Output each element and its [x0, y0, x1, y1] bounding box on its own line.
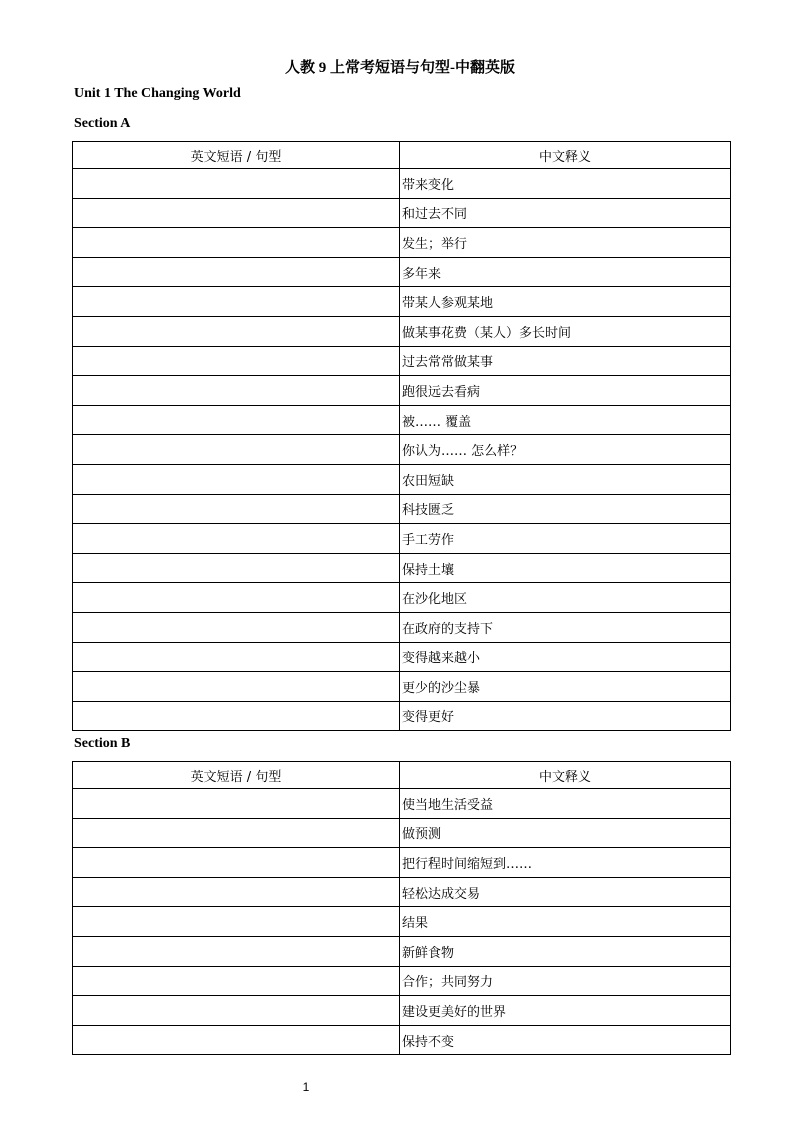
- header-english: 英文短语 / 句型: [73, 762, 400, 789]
- table-row: [73, 583, 731, 613]
- chinese-meaning-cell: 发生；举行: [400, 228, 731, 258]
- table-row: [73, 316, 731, 346]
- table-row: [73, 907, 731, 937]
- chinese-meaning-cell: 新鲜食物: [400, 936, 731, 966]
- table-row: [73, 198, 731, 228]
- english-answer-cell[interactable]: [73, 789, 400, 819]
- table-row: [73, 1025, 731, 1055]
- table-row: [73, 612, 731, 642]
- chinese-meaning-cell: 带来变化: [400, 169, 731, 199]
- chinese-meaning-cell: 农田短缺: [400, 464, 731, 494]
- english-answer-cell[interactable]: [73, 936, 400, 966]
- english-answer-cell[interactable]: [73, 1025, 400, 1055]
- chinese-meaning-cell: 过去常常做某事: [400, 346, 731, 376]
- english-answer-cell[interactable]: [73, 877, 400, 907]
- chinese-meaning-cell: 多年来: [400, 257, 731, 287]
- english-answer-cell[interactable]: [73, 346, 400, 376]
- english-answer-cell[interactable]: [73, 583, 400, 613]
- chinese-meaning-cell: 科技匮乏: [400, 494, 731, 524]
- chinese-meaning-cell: 变得越来越小: [400, 642, 731, 672]
- english-answer-cell[interactable]: [73, 287, 400, 317]
- english-answer-cell[interactable]: [73, 198, 400, 228]
- table-row: [73, 553, 731, 583]
- english-answer-cell[interactable]: [73, 642, 400, 672]
- chinese-meaning-cell: 带某人参观某地: [400, 287, 731, 317]
- chinese-meaning-cell: 变得更好: [400, 701, 731, 731]
- document-title: 人教 9 上常考短语与句型-中翻英版: [285, 60, 515, 76]
- chinese-meaning-cell: 做预测: [400, 818, 731, 848]
- table-header-row: [73, 762, 731, 789]
- section-a-label: Section A: [74, 116, 131, 131]
- chinese-meaning-cell: 更少的沙尘暴: [400, 672, 731, 702]
- chinese-meaning-cell: 被…… 覆盖: [400, 405, 731, 435]
- english-answer-cell[interactable]: [73, 966, 400, 996]
- table-row: [73, 435, 731, 465]
- english-answer-cell[interactable]: [73, 907, 400, 937]
- header-chinese: 中文释义: [400, 762, 731, 789]
- english-answer-cell[interactable]: [73, 228, 400, 258]
- table-row: [73, 228, 731, 258]
- chinese-meaning-cell: 在沙化地区: [400, 583, 731, 613]
- table-row: [73, 346, 731, 376]
- table-row: [73, 287, 731, 317]
- english-answer-cell[interactable]: [73, 996, 400, 1026]
- header-chinese: 中文释义: [400, 142, 731, 169]
- page-number: 1: [302, 1080, 310, 1094]
- table-row: [73, 464, 731, 494]
- table-row: [73, 701, 731, 731]
- section-a-table: [72, 141, 731, 731]
- english-answer-cell[interactable]: [73, 435, 400, 465]
- table-row: [73, 494, 731, 524]
- table-row: [73, 818, 731, 848]
- table-row: [73, 877, 731, 907]
- table-row: [73, 936, 731, 966]
- chinese-meaning-cell: 在政府的支持下: [400, 612, 731, 642]
- chinese-meaning-cell: 把行程时间缩短到……: [400, 848, 731, 878]
- chinese-meaning-cell: 做某事花费（某人）多长时间: [400, 316, 731, 346]
- english-answer-cell[interactable]: [73, 524, 400, 554]
- english-answer-cell[interactable]: [73, 672, 400, 702]
- table-header-row: [73, 142, 731, 169]
- table-row: [73, 672, 731, 702]
- table-row: [73, 405, 731, 435]
- chinese-meaning-cell: 合作；共同努力: [400, 966, 731, 996]
- english-answer-cell[interactable]: [73, 316, 400, 346]
- table-row: [73, 996, 731, 1026]
- table-row: [73, 848, 731, 878]
- table-row: [73, 642, 731, 672]
- section-b-label: Section B: [74, 736, 131, 751]
- table-row: [73, 966, 731, 996]
- section-b-table: [72, 761, 731, 1055]
- chinese-meaning-cell: 保持土壤: [400, 553, 731, 583]
- chinese-meaning-cell: 保持不变: [400, 1025, 731, 1055]
- chinese-meaning-cell: 跑很远去看病: [400, 376, 731, 406]
- english-answer-cell[interactable]: [73, 553, 400, 583]
- english-answer-cell[interactable]: [73, 818, 400, 848]
- english-answer-cell[interactable]: [73, 464, 400, 494]
- table-row: [73, 789, 731, 819]
- chinese-meaning-cell: 建设更美好的世界: [400, 996, 731, 1026]
- table-row: [73, 257, 731, 287]
- english-answer-cell[interactable]: [73, 612, 400, 642]
- chinese-meaning-cell: 轻松达成交易: [400, 877, 731, 907]
- table-row: [73, 169, 731, 199]
- english-answer-cell[interactable]: [73, 701, 400, 731]
- chinese-meaning-cell: 你认为…… 怎么样？: [400, 435, 731, 465]
- english-answer-cell[interactable]: [73, 257, 400, 287]
- english-answer-cell[interactable]: [73, 376, 400, 406]
- chinese-meaning-cell: 和过去不同: [400, 198, 731, 228]
- english-answer-cell[interactable]: [73, 494, 400, 524]
- english-answer-cell[interactable]: [73, 405, 400, 435]
- table-row: [73, 376, 731, 406]
- unit-title: Unit 1 The Changing World: [74, 86, 241, 101]
- english-answer-cell[interactable]: [73, 848, 400, 878]
- chinese-meaning-cell: 使当地生活受益: [400, 789, 731, 819]
- english-answer-cell[interactable]: [73, 169, 400, 199]
- chinese-meaning-cell: 手工劳作: [400, 524, 731, 554]
- table-row: [73, 524, 731, 554]
- chinese-meaning-cell: 结果: [400, 907, 731, 937]
- header-english: 英文短语 / 句型: [73, 142, 400, 169]
